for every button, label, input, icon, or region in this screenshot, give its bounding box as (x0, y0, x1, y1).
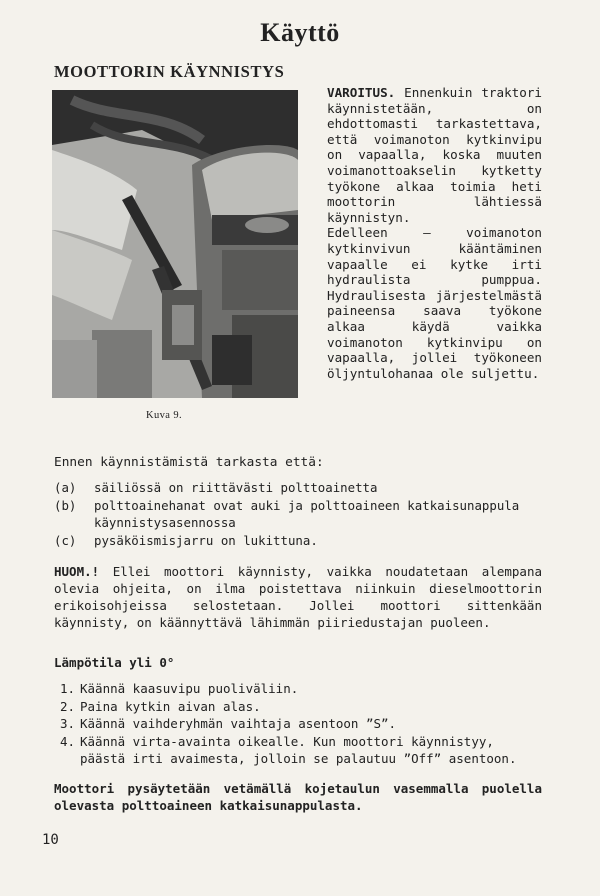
engine-photo-illustration (52, 90, 298, 398)
figure-caption: Kuva 9. (146, 410, 183, 421)
checklist-item (54, 532, 544, 550)
procedure-step (60, 680, 542, 698)
note-paragraph (54, 563, 542, 631)
step-text: Käännä vaihderyhmän vaihtaja asentoon ”S”. (80, 716, 397, 732)
warning-box (327, 85, 542, 381)
checklist-text: polttoainehanat ovat auki ja polttoaineen katkaisunappula käynnistysasennossa (94, 497, 520, 530)
procedure-heading: Lämpötila yli 0° (54, 655, 175, 670)
procedure-step (60, 698, 542, 716)
step-text: Käännä kaasuvipu puoliväliin. (80, 681, 299, 696)
checklist-mark: (c) (54, 532, 77, 548)
section-heading: MOOTTORIN KÄYNNISTYS (54, 62, 285, 81)
step-number: 3. (60, 716, 76, 732)
checklist-text: pysäköismisjarru on lukittuna. (94, 532, 318, 548)
checklist-mark: (b) (54, 497, 77, 513)
checklist-item (54, 497, 544, 532)
warning-label: VAROITUS. (327, 85, 396, 100)
procedure-steps (60, 680, 542, 768)
warning-text-1: Ennenkuin traktori käynnistetään, on ehdottomasti tarkastettava, että voimanoton kytkinvipu on vapaalla, koska muuten voimanottoakselin kytketty työkone alkaa toimia heti moottorin lähtiessä käynnistyn. (327, 85, 542, 225)
warning-paragraph-1 (327, 85, 542, 225)
step-number: 4. (60, 733, 76, 749)
procedure-step (60, 715, 542, 733)
figure-photo (52, 90, 298, 398)
step-text: Käännä virta-avainta oikealle. Kun moottori käynnistyy, päästä irti avaimesta, jolloin se palautuu ”Off” asentoon. (80, 733, 517, 767)
closing-paragraph: Moottori pysäytetään vetämällä kojetaulun vasemmalla puolella olevasta polttoaineen katkaisunappulasta. (54, 781, 542, 813)
step-text: Paina kytkin aivan alas. (80, 698, 261, 714)
checklist-text: säiliössä on riittävästi polttoainetta (94, 480, 378, 495)
procedure-step (60, 733, 542, 768)
page-title: Käyttö (260, 18, 340, 47)
warning-paragraph-2: Edelleen — voimanoton kytkinvivun kääntäminen vapaalle ei kytke irti hydraulista pumppua. Hydraulisesta järjestelmästä paineensa saava työkone alkaa käydä vaikka voimanoton kytkinvipu on vapaalla, jollei työkoneen öljyntulohanaa ole suljettu. (327, 225, 542, 381)
step-number: 2. (60, 698, 76, 714)
note-label: HUOM.! (54, 564, 100, 579)
note-text: Ellei moottori käynnisty, vaikka noudatetaan alempana olevia ohjeita, on ilma poistettava niinkuin dieselmoottorin erikoisohjeissa selostetaan. Jollei moottori sittenkään käynnisty, on käännyttävä lähimmän piiriedustajan puoleen. (54, 564, 542, 630)
page-number: 10 (42, 832, 59, 848)
step-number: 1. (60, 681, 76, 696)
checklist (54, 479, 544, 549)
checklist-intro: Ennen käynnistämistä tarkasta että: (54, 455, 324, 470)
checklist-mark: (a) (54, 480, 77, 495)
checklist-item (54, 479, 544, 497)
